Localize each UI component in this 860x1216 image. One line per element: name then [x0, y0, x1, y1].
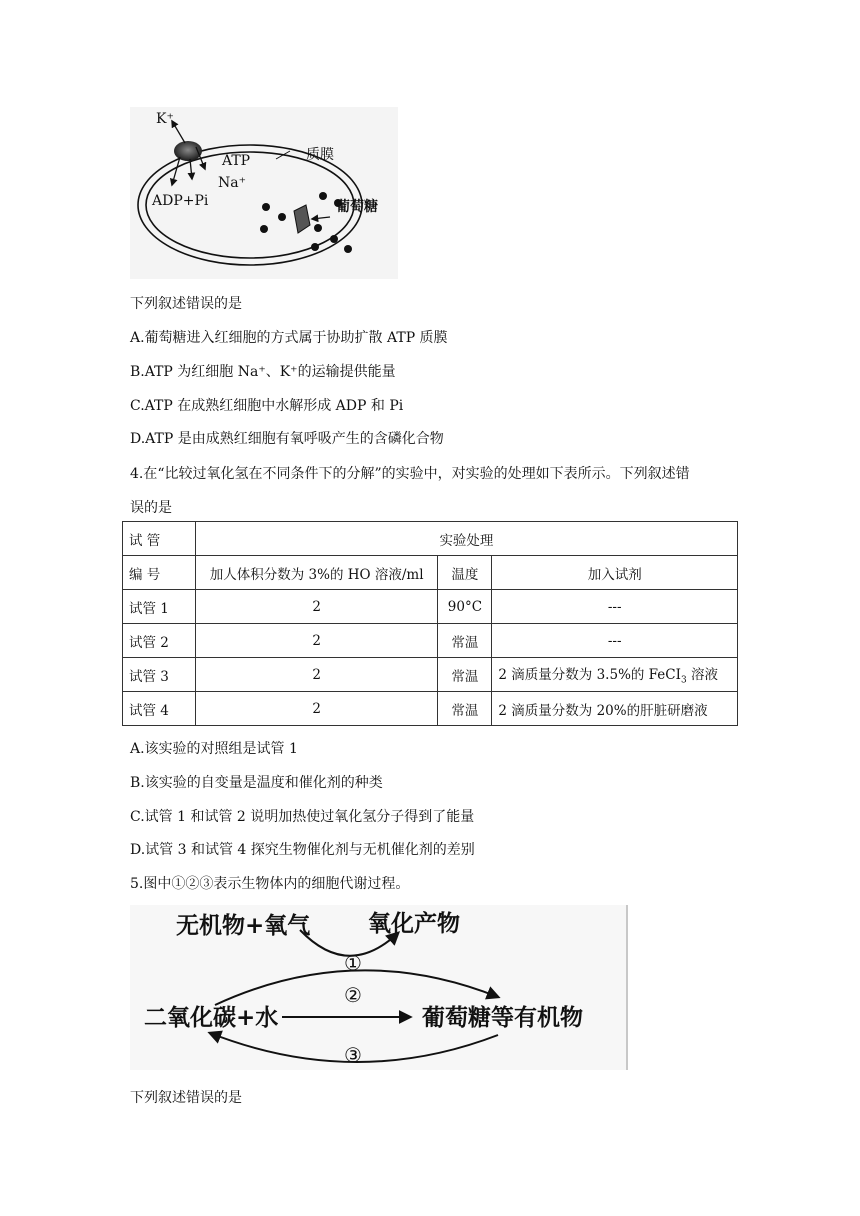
- q4-option-b: B.该实验的自变量是温度和催化剂的种类: [130, 775, 383, 791]
- header-treatment: 实验处理: [195, 522, 737, 556]
- q4-option-d: D.试管 3 和试管 4 探究生物催化剂与无机催化剂的差别: [130, 842, 475, 858]
- inorganic-oxygen-label: 无机物+氧气: [176, 913, 311, 939]
- process-3-label: ③: [344, 1043, 362, 1067]
- adp-label: ADP+Pi: [152, 193, 209, 209]
- header-temperature: 温度: [438, 556, 492, 590]
- membrane-label: 质膜: [306, 147, 334, 163]
- q5-tail: 下列叙述错误的是: [130, 1090, 242, 1106]
- cell-membrane-figure: [130, 107, 398, 279]
- glucose-label: 葡萄糖: [336, 199, 378, 215]
- header-tube-2: 编 号: [123, 556, 196, 590]
- header-reagent: 加入试剂: [492, 556, 738, 590]
- experiment-table: [122, 521, 738, 726]
- q3-option-b: B.ATP 为红细胞 Na⁺、K⁺的运输提供能量: [130, 364, 396, 380]
- q5-stem: 5.图中①②③表示生物体内的细胞代谢过程。: [130, 876, 410, 892]
- atp-label: ATP: [222, 153, 251, 169]
- q4-stem-line2: 误的是: [130, 500, 172, 516]
- q4-option-c: C.试管 1 和试管 2 说明加热使过氧化氢分子得到了能量: [130, 809, 475, 825]
- na-label: Na⁺: [218, 175, 246, 191]
- k-label: K⁺: [156, 111, 174, 127]
- header-tube-1: 试 管: [123, 522, 196, 556]
- metabolism-figure: [130, 905, 628, 1070]
- q3-option-d: D.ATP 是由成熟红细胞有氧呼吸产生的含磷化合物: [130, 431, 444, 447]
- co2-water-label: 二氧化碳+水: [144, 1005, 279, 1031]
- q3-option-c: C.ATP 在成熟红细胞中水解形成 ADP 和 Pi: [130, 398, 404, 414]
- reagent-fecl3: 2 滴质量分数为 3.5%的 FeCI$_3$ 溶液: [492, 658, 738, 692]
- process-2-label: ②: [344, 983, 362, 1007]
- q3-stem: 下列叙述错误的是: [130, 296, 242, 312]
- process-1-label: ①: [344, 951, 362, 975]
- table-row: 试管 4 2 常温 2 滴质量分数为 20%的肝脏研磨液: [123, 692, 738, 726]
- q3-option-a: A.葡萄糖进入红细胞的方式属于协助扩散 ATP 质膜: [130, 330, 448, 346]
- table-row: 试管 1 2 90°C ---: [123, 590, 738, 624]
- q4-option-a: A.该实验的对照组是试管 1: [130, 741, 298, 757]
- table-row: 试管 2 2 常温 ---: [123, 624, 738, 658]
- oxidation-product-label: 氧化产物: [368, 911, 460, 937]
- q4-stem-line1: 4.在“比较过氧化氢在不同条件下的分解”的实验中，对实验的处理如下表所示。下列叙述错: [130, 466, 690, 482]
- table-row: 试管 3 2 常温 2 滴质量分数为 3.5%的 FeCI$_3$ 溶液: [123, 658, 738, 692]
- glucose-organic-label: 葡萄糖等有机物: [422, 1005, 583, 1031]
- header-h2o2-volume: 加人体积分数为 3%的 HO 溶液/ml: [195, 556, 438, 590]
